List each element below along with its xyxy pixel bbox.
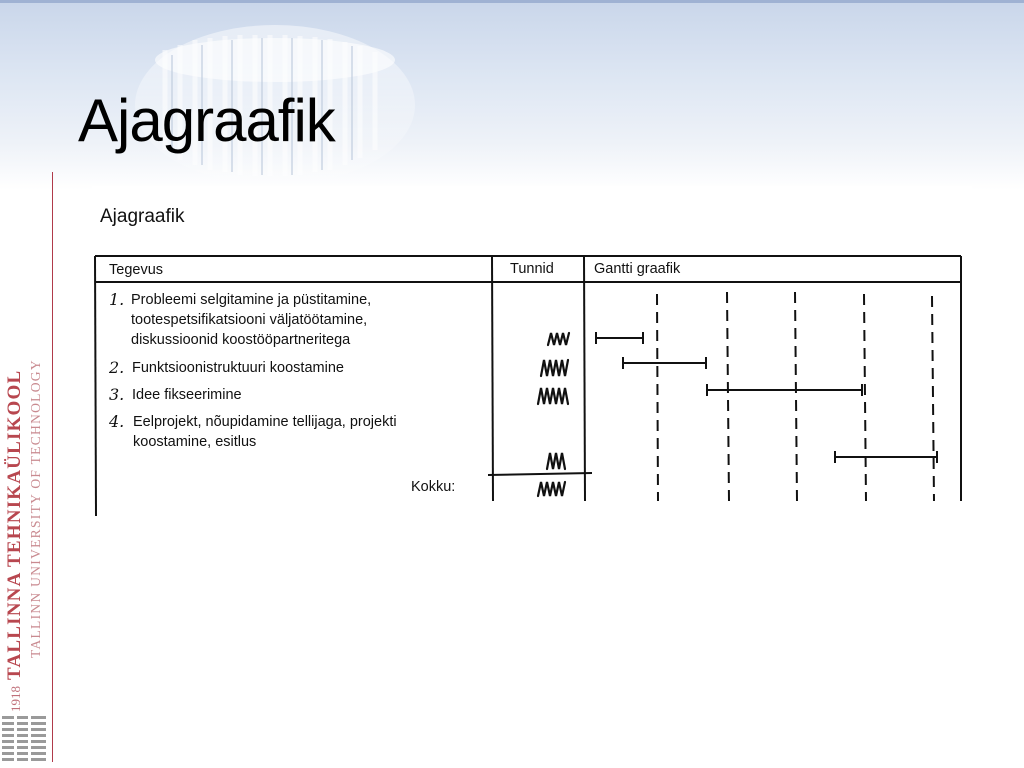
branding-strip xyxy=(0,0,52,768)
tally-marks xyxy=(538,333,569,496)
row-2-line-1: Funktsioonistruktuuri koostamine xyxy=(132,360,344,376)
row-4-line-2: koostamine, esitlus xyxy=(133,434,257,450)
total-label: Kokku: xyxy=(411,479,456,495)
scanned-schedule-image xyxy=(92,186,972,516)
schedule-heading: Ajagraafik xyxy=(100,206,185,227)
row-1-line-1: Probleemi selgitamine ja püstitamine, xyxy=(131,292,372,308)
university-logo-text xyxy=(4,332,48,712)
row-1-line-3: diskussioonid koostööpartneritega xyxy=(131,332,351,348)
row-4-number: 4. xyxy=(109,412,125,431)
gantt-dashed-gridlines xyxy=(657,292,934,501)
slide-title: Ajagraafik xyxy=(78,87,335,154)
header-band xyxy=(0,0,1024,190)
left-divider-line xyxy=(52,172,53,762)
row-2-number: 2. xyxy=(109,358,125,377)
founding-year: 1918 xyxy=(8,686,23,712)
column-header-gantt: Gantti graafik xyxy=(594,261,681,277)
university-name-en: TALLINN UNIVERSITY OF TECHNOLOGY xyxy=(28,359,43,658)
row-3-number: 3. xyxy=(109,385,125,404)
row-3-line-1: Idee fikseerimine xyxy=(132,387,242,403)
row-1-number: 1. xyxy=(109,290,125,309)
row-1-line-2: tootespetsifikatsiooni väljatöötamine, xyxy=(131,312,368,328)
university-name-et: TALLINNA TEHNIKAÜLIKOOL xyxy=(4,369,25,680)
university-logo-bars xyxy=(2,716,46,762)
column-header-activity: Tegevus xyxy=(109,262,164,278)
row-4-line-1: Eelprojekt, nõupidamine tellijaga, projekti xyxy=(133,414,397,430)
gantt-bars xyxy=(596,332,937,463)
schedule-table-lines xyxy=(92,186,972,516)
column-header-hours: Tunnid xyxy=(510,261,554,277)
